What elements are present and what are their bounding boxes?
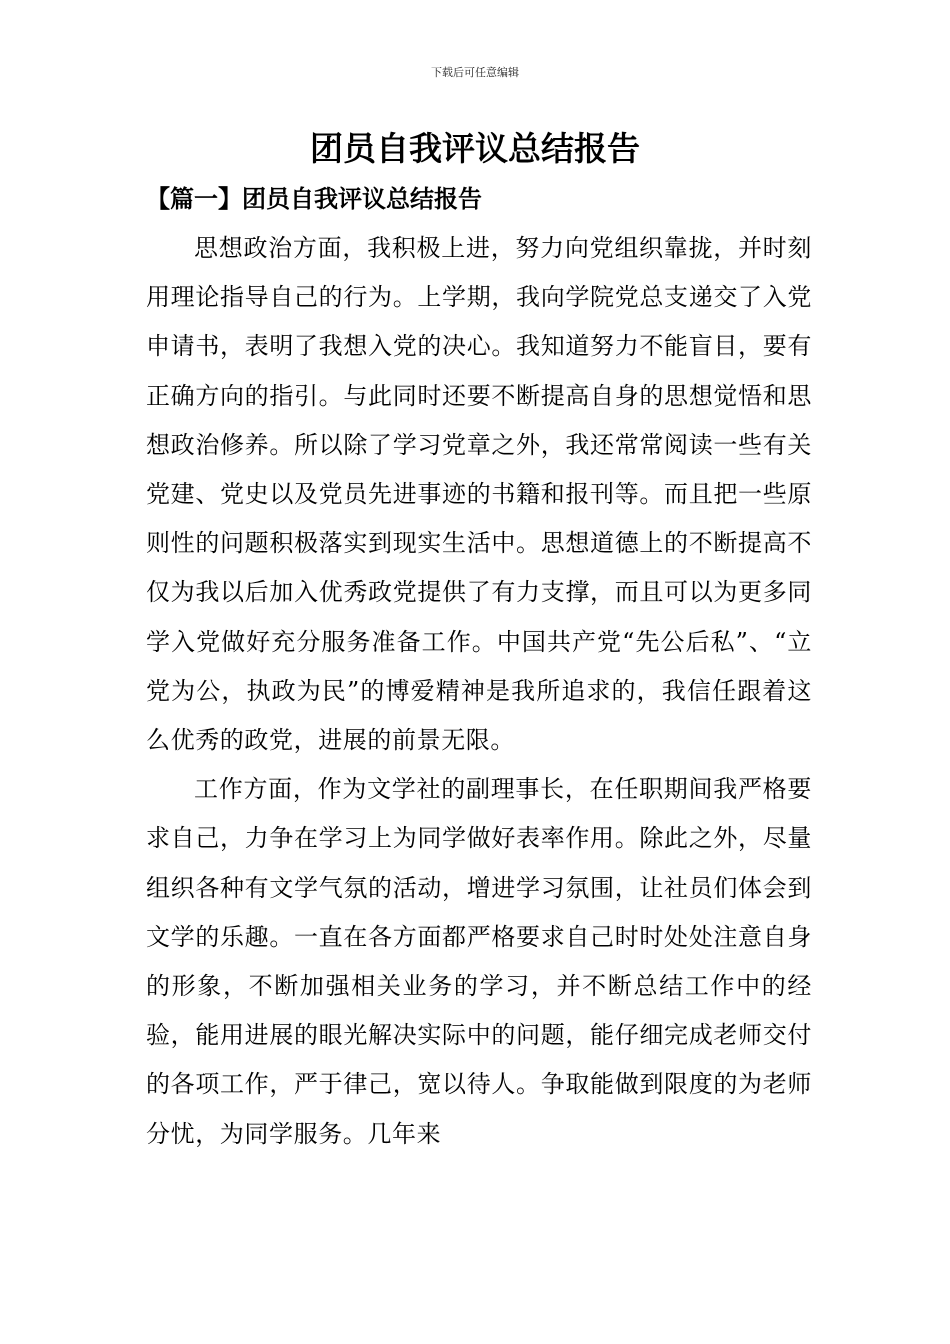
paragraph-work: 工作方面，作为文学社的副理事长，在任职期间我严格要求自己，力争在学习上为同学做好表率作用。除此之外，尽量组织各种有文学气氛的活动，增进学习氛围，让社员们体会到文学的乐趣。一直在各方面都严格要求自己时时处处注意自身的形象，不断加强相关业务的学习，并不断总结工作中的经验，能用进展的眼光解决实际中的问题，能仔细完成老师交付的各项工作，严于律己，宽以待人。争取能做到限度的为老师分忧，为同学服务。几年来 <box>146 775 812 1148</box>
document-body <box>146 224 812 1159</box>
paragraph-ideology: 思想政治方面，我积极上进，努力向党组织靠拢，并时刻用理论指导自己的行为。上学期，我向学院党总支递交了入党申请书，表明了我想入党的决心。我知道努力不能盲目，要有正确方向的指引。与此同时还要不断提高自身的思想觉悟和思想政治修养。所以除了学习党章之外，我还常常阅读一些有关党建、党史以及党员先进事迹的书籍和报刊等。而且把一些原则性的问题积极落实到现实生活中。思想道德上的不断提高不仅为我以后加入优秀政党提供了有力支撑，而且可以为更多同学入党做好充分服务准备工作。中国共产党“先公后私”、“立党为公，执政为民”的博爱精神是我所追求的，我信任跟着这么优秀的政党，进展的前景无限。 <box>146 234 812 755</box>
page-header-note: 下载后可任意编辑 <box>431 66 519 79</box>
document-title: 团员自我评议总结报告 <box>310 129 640 168</box>
section-heading: 【篇一】团员自我评议总结报告 <box>146 184 482 213</box>
